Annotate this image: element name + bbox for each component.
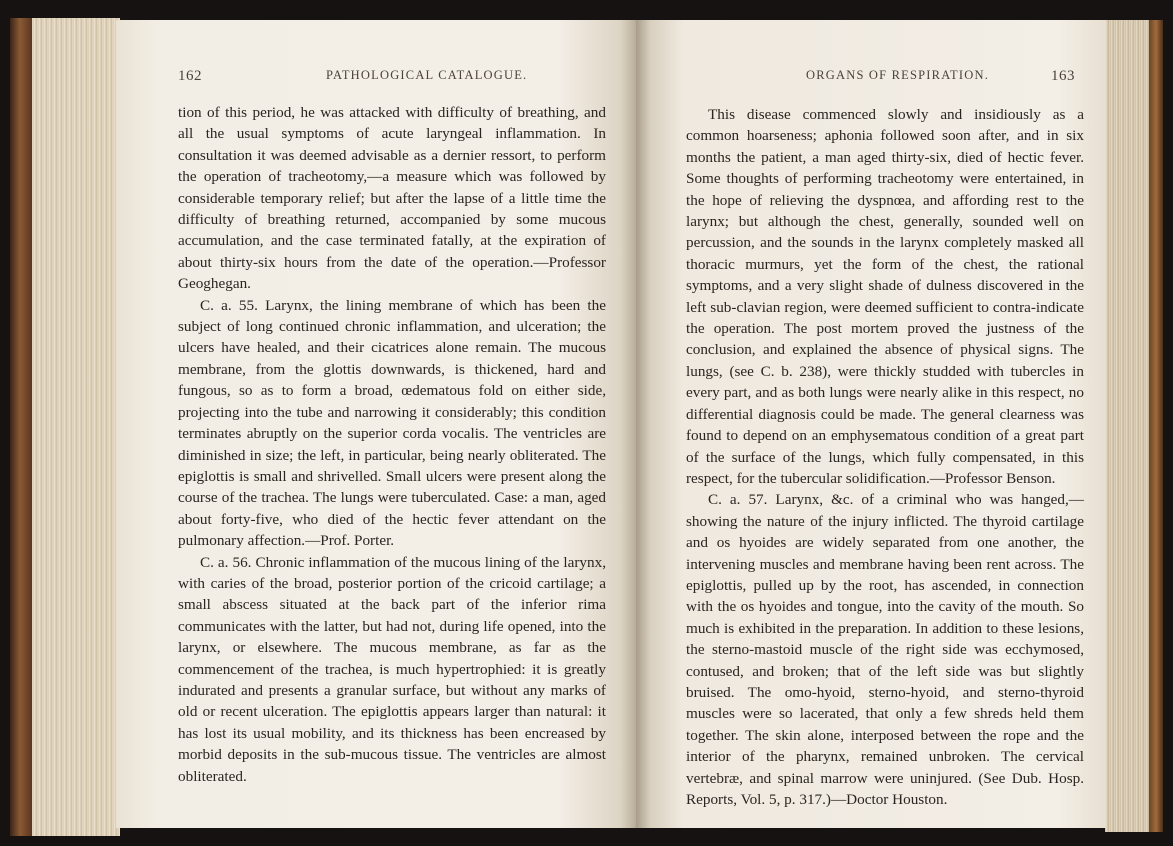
right-page-edges bbox=[1105, 20, 1153, 832]
left-running-head: PATHOLOGICAL CATALOGUE. bbox=[326, 68, 528, 82]
left-folio: 162 bbox=[178, 68, 202, 84]
right-running-head: ORGANS OF RESPIRATION. bbox=[806, 68, 990, 82]
right-page-text bbox=[686, 104, 1084, 810]
left-page bbox=[116, 20, 636, 828]
paragraph: C. a. 56. Chronic inflammation of the mucous lining of the larynx, with caries of the broad, posterior portion of the cricoid cartilage; a small abscess situated at the back part of the inferior rima communicates with the latter, but had not, during life opened, into the larynx, or elsewhere. The mucous membrane, as far as the commencement of the trachea, is much hypertrophied: it is greatly indurated and presents a granular surface, but without any marks of old or recent ulceration. The epiglottis appears larger than natural: it has lost its usual mobility, and its thickness has been encreased by morbid deposits in the sub-mucous tissue. The ventricles are almost obliterated. bbox=[178, 553, 606, 785]
open-book bbox=[28, 8, 1153, 838]
paragraph: tion of this period, he was attacked with difficulty of breathing, and all the usual symptoms of acute laryngeal inflammation. In consultation it was deemed advisable as a dernier ressort, to perform the operation of tracheotomy,—a measure which was followed by considerable temporary relief; but after the lapse of a little time the difficulty of breathing returned, accompanied by some mucous accumulation, and the case terminated fatally, at the expiration of about thirty-six hours from the date of the operation.—Professor Geoghegan. bbox=[178, 104, 606, 293]
paragraph: C. a. 55. Larynx, the lining membrane of which has been the subject of long continued chronic inflammation, and ulceration; the ulcers have healed, and their cicatrices alone remain. The mucous membrane, from the glottis downwards, is thickened, hard and fungous, so as to form a broad, œdematous fold on either side, projecting into the tube and narrowing it considerably; this condition terminates abruptly on the superior corda vocalis. The ventricles are diminished in size; the left, in particular, being nearly obliterated. The epiglottis is small and shrivelled. Small ulcers were present along the course of the trachea. The lungs were tuberculated. Case: a man, aged about forty-five, who died of the hectic fever attendant on the pulmonary affection.—Prof. Porter. bbox=[178, 296, 606, 550]
left-page-edges bbox=[28, 18, 120, 836]
right-folio: 163 bbox=[1051, 68, 1075, 84]
left-page-text bbox=[178, 102, 606, 787]
paragraph: This disease commenced slowly and insidiously as a common hoarseness; aphonia followed soon after, and in six months the patient, a man aged thirty-six, died of hectic fever. Some thoughts of performing tracheotomy were entertained, in the hope of relieving the dyspnœa, and affording rest to the larynx; but although the chest, generally, sounded well on percussion, and the sounds in the larynx completely masked all thoracic murmurs, yet the form of the chest, the rational symptoms, and a very slight shade of dulness discovered in the left sub-clavian region, were deemed sufficient to contra-indicate the operation. The post mortem proved the justness of the conclusion, and explained the absence of physical signs. The lungs, (see C. b. 238), were thickly studded with tubercles in every part, and as both lungs were nearly alike in this respect, no differential diagnosis could be made. The general clearness was found to depend on an emphysematous condition of a great part of the surface of the lungs, which fully compensated, in this respect, for the tubercular solidification.—Professor Benson. bbox=[686, 106, 1084, 487]
right-page bbox=[636, 20, 1106, 828]
paragraph: C. a. 57. Larynx, &c. of a criminal who was hanged,—showing the nature of the injury inflicted. The thyroid cartilage and os hyoides are widely separated from one another, the intervening muscles and membrane having been rent across. The epiglottis, pulled up by the root, has ascended, in connection with the os hyoides and tongue, into the cavity of the mouth. So much is exhibited in the preparation. In addition to these lesions, the sterno-mastoid muscle of the right side was ecchymosed, contused, and broken; that of the left side was but slightly bruised. The omo-hyoid, sterno-hyoid, and sterno-thyroid muscles were so lacerated, that only a few shreds held them together. The skin alone, interposed between the rope and the interior of the pharynx, remained unbroken. The cervical vertebræ, and spinal marrow were uninjured. (See Dub. Hosp. Reports, Vol. 5, p. 317.)—Doctor Houston. bbox=[686, 491, 1084, 808]
